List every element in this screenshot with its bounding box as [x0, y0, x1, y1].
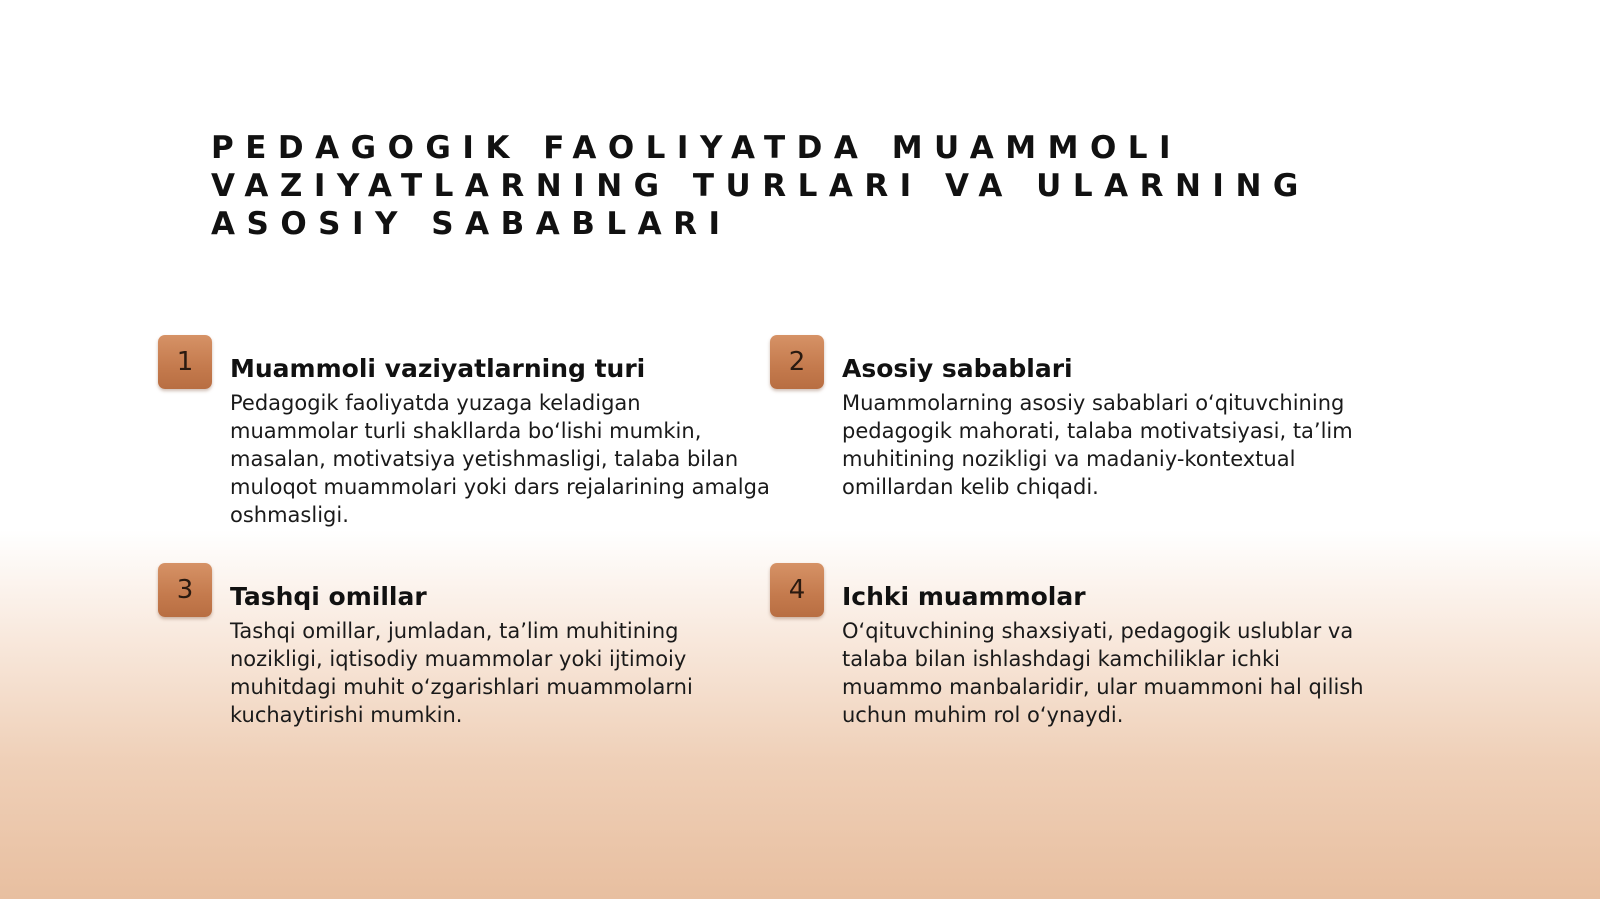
card-heading: Muammoli vaziyatlarning turi: [230, 354, 646, 383]
number-badge: 4: [770, 563, 824, 617]
card-text: O‘qituvchining shaxsiyati, pedagogik uslublar va talaba bilan ishlashdagi kamchiliklar ichki muammo manbalaridir, ular muammoni hal qilish uchun muhim rol o‘ynaydi.: [842, 619, 1364, 727]
number-badge: 1: [158, 335, 212, 389]
card-heading: Asosiy sabablari: [842, 354, 1073, 383]
card-heading: Tashqi omillar: [230, 582, 427, 611]
card-heading: Ichki muammolar: [842, 582, 1086, 611]
number-badge: 2: [770, 335, 824, 389]
number-badge: 3: [158, 563, 212, 617]
card-text: Pedagogik faoliyatda yuzaga keladigan muammolar turli shakllarda bo‘lishi mumkin, masalan, motivatsiya yetishmasligi, talaba bilan muloqot muammolari yoki dars rejalarining amalga oshmasligi.: [230, 391, 770, 527]
card-text: Muammolarning asosiy sabablari o‘qituvchining pedagogik mahorati, talaba motivatsiyasi, ta’lim muhitining nozikligi va madaniy-kontextual omillardan kelib chiqadi.: [842, 391, 1353, 499]
card-text: Tashqi omillar, jumladan, ta’lim muhitining nozikligi, iqtisodiy muammolar yoki ijtimoiy muhitdagi muhit o‘zgarishlari muammolarni kuchaytirishi mumkin.: [230, 619, 693, 727]
slide-title: PEDAGOGIK FAOLIYATDA MUAMMOLI VAZIYATLARNING TURLARI VA ULARNING ASOSIY SABABLARI: [211, 130, 1310, 242]
